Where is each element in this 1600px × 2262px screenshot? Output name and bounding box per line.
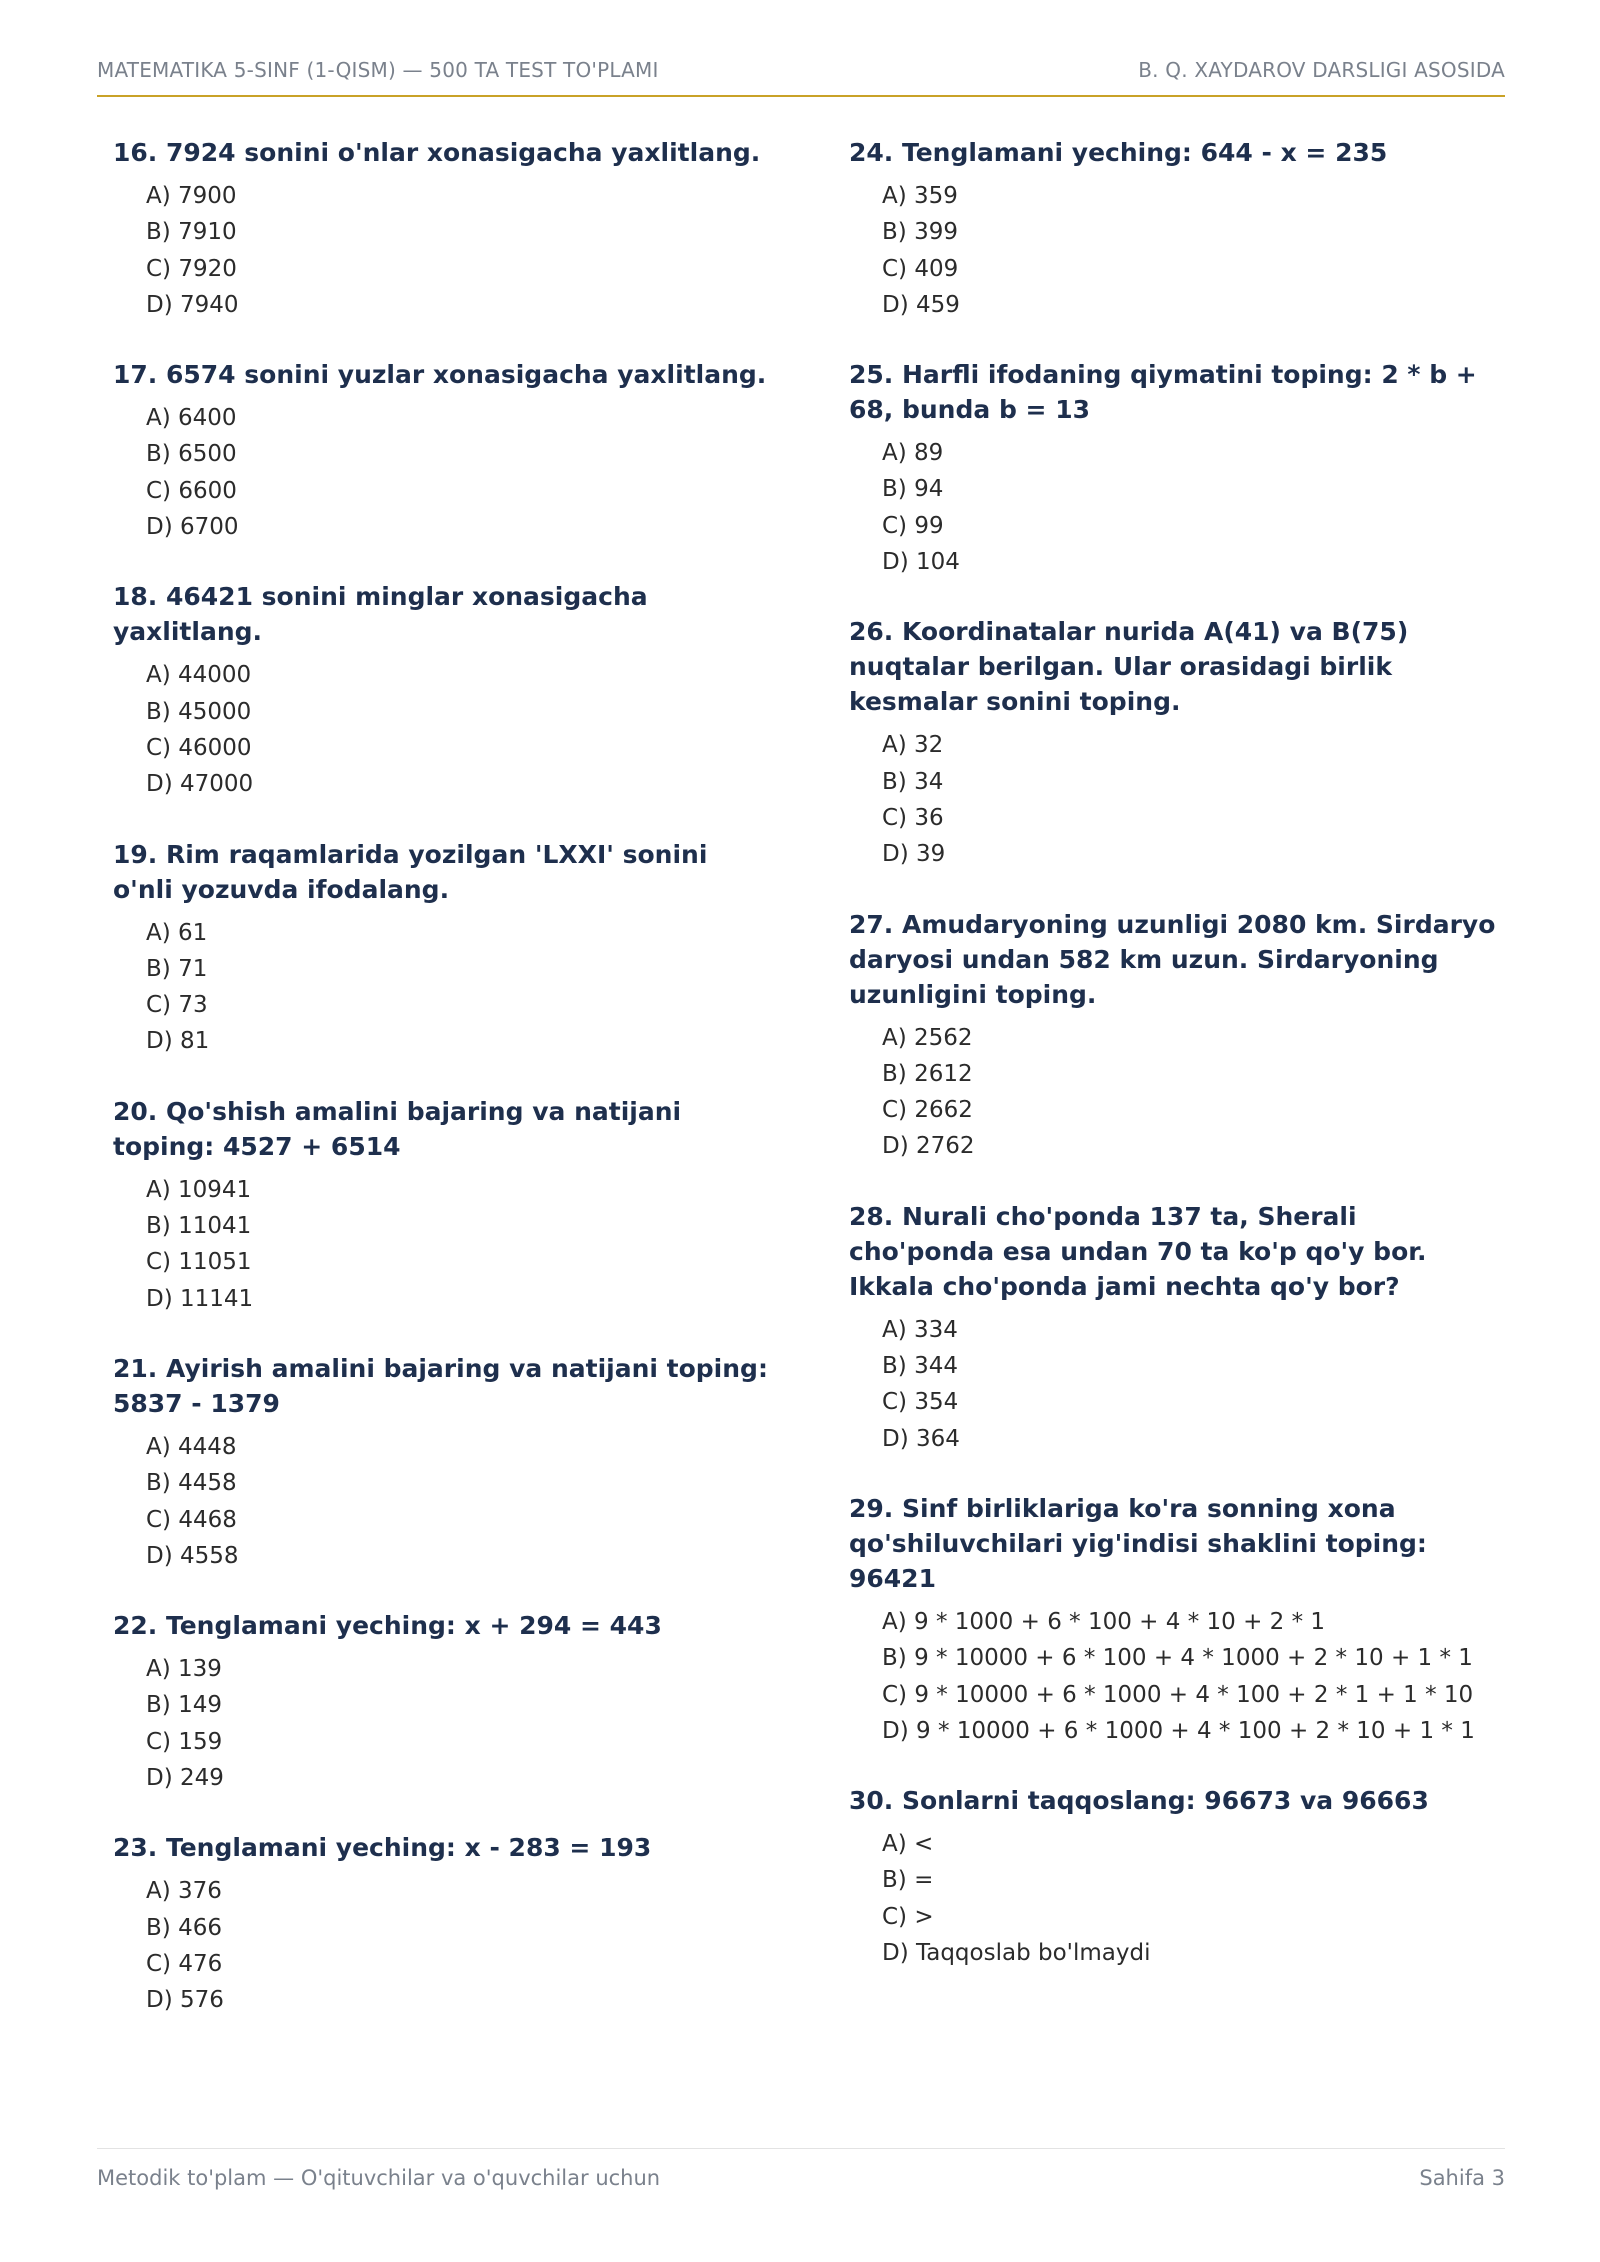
answer-options — [146, 657, 773, 802]
footer-divider — [97, 2148, 1505, 2149]
question-text: 23. Tenglamani yeching: x - 283 = 193 — [113, 1833, 652, 1863]
answer-option: C) 9 * 10000 + 6 * 1000 + 4 * 100 + 2 * 1 + 1 * 10 — [882, 1681, 1474, 1708]
answer-option: A) 359 — [882, 183, 958, 209]
answer-option: A) 44000 — [146, 662, 252, 689]
answer-options — [882, 435, 1509, 580]
answer-option: D) Taqqoslab bo'lmaydi — [882, 1940, 1151, 1967]
answer-options — [882, 1826, 1509, 1971]
question-text: 29. Sinf birliklariga ko'ra sonning xona qo'shiluvchilari yig'indisi shaklini toping: 96421 — [849, 1493, 1427, 1593]
answer-options — [882, 178, 1509, 323]
answer-options — [146, 1651, 773, 1796]
answer-options — [146, 1429, 773, 1574]
answer-option: B) 7910 — [146, 219, 237, 246]
answer-option: D) 11141 — [146, 1285, 254, 1312]
answer-options — [882, 1312, 1509, 1457]
answer-option: C) 354 — [882, 1389, 959, 1416]
answer-option: B) 94 — [882, 476, 944, 503]
question-block — [849, 907, 1509, 1165]
right-question-column — [849, 135, 1509, 2005]
question-block — [113, 357, 773, 545]
answer-option: A) 2562 — [882, 1024, 973, 1051]
answer-option: C) > — [882, 1903, 934, 1930]
answer-option: C) 476 — [146, 1950, 223, 1977]
question-block — [849, 1491, 1509, 1749]
footer-note: Metodik to'plam — O'qituvchilar va o'quvchilar uchun — [97, 2166, 661, 2190]
answer-option: B) 34 — [882, 768, 944, 795]
question-block — [113, 579, 773, 802]
answer-option: C) 99 — [882, 512, 944, 539]
question-block — [849, 1199, 1509, 1457]
answer-option: D) 2762 — [882, 1133, 975, 1160]
answer-option: C) 46000 — [146, 734, 252, 761]
answer-option: B) 6500 — [146, 441, 237, 468]
answer-option: C) 159 — [146, 1728, 223, 1755]
answer-option: D) 4558 — [146, 1542, 239, 1569]
answer-option: D) 39 — [882, 841, 946, 868]
question-text: 26. Koordinatalar nurida A(41) va B(75) nuqtalar berilgan. Ular orasidagi birlik kesmalar sonini toping. — [849, 617, 1409, 717]
question-block — [113, 1351, 773, 1574]
answer-option: A) 4448 — [146, 1433, 237, 1460]
question-block — [113, 135, 773, 323]
answer-option: B) 2612 — [882, 1060, 973, 1087]
header-source: B. Q. XAYDAROV DARSLIGI ASOSIDA — [1138, 58, 1505, 82]
question-text: 24. Tenglamani yeching: 644 - x = 235 — [849, 138, 1388, 167]
answer-option: C) 73 — [146, 992, 208, 1019]
answer-option: A) 9 * 1000 + 6 * 100 + 4 * 10 + 2 * 1 — [882, 1608, 1326, 1635]
answer-option: B) 4458 — [146, 1470, 237, 1497]
answer-option: A) 89 — [882, 440, 944, 467]
answer-option: C) 36 — [882, 804, 944, 831]
answer-option: A) 376 — [146, 1878, 222, 1905]
question-block — [113, 1608, 773, 1796]
answer-options — [146, 1873, 773, 2018]
answer-option: A) 32 — [882, 732, 944, 759]
answer-option: D) 47000 — [146, 771, 254, 798]
left-question-column — [113, 135, 773, 2053]
answer-options — [146, 400, 773, 545]
answer-option: B) 466 — [146, 1914, 222, 1941]
answer-options — [146, 178, 773, 323]
answer-option: C) 4468 — [146, 1506, 237, 1533]
question-block — [849, 1783, 1509, 1971]
page-number: Sahifa 3 — [1419, 2166, 1505, 2190]
answer-option: D) 7940 — [146, 291, 239, 318]
answer-options — [146, 1172, 773, 1317]
question-block — [849, 357, 1509, 580]
question-block — [113, 837, 773, 1060]
question-block — [113, 1830, 773, 2018]
question-block — [849, 135, 1509, 323]
answer-option: B) 344 — [882, 1353, 958, 1380]
answer-option: D) 364 — [882, 1425, 960, 1452]
answer-option: B) 9 * 10000 + 6 * 100 + 4 * 1000 + 2 * 10 + 1 * 1 — [882, 1645, 1473, 1672]
answer-option: A) 7900 — [146, 183, 237, 209]
answer-option: A) < — [882, 1831, 934, 1858]
page-footer — [97, 2166, 1505, 2190]
question-text: 20. Qo'shish amalini bajaring va natijani toping: 4527 + 6514 — [113, 1096, 682, 1161]
answer-options — [882, 1604, 1509, 1749]
question-text: 16. 7924 sonini o'nlar xonasigacha yaxlitlang. — [113, 138, 761, 167]
answer-option: D) 81 — [146, 1028, 210, 1055]
answer-option: D) 9 * 10000 + 6 * 1000 + 4 * 100 + 2 * 10 + 1 * 1 — [882, 1717, 1475, 1744]
answer-option: B) 149 — [146, 1692, 222, 1719]
answer-option: B) 71 — [146, 955, 208, 982]
answer-options — [146, 915, 773, 1060]
answer-option: B) 11041 — [146, 1213, 252, 1240]
answer-options — [882, 1020, 1509, 1165]
answer-option: B) 45000 — [146, 698, 252, 725]
question-block — [113, 1094, 773, 1317]
header-title: MATEMATIKA 5-SINF (1-QISM) — 500 TA TEST TO'PLAMI — [97, 58, 659, 82]
answer-option: D) 576 — [146, 1987, 224, 2014]
question-text: 30. Sonlarni taqqoslang: 96673 va 96663 — [849, 1786, 1429, 1816]
answer-option: B) 399 — [882, 219, 958, 246]
answer-option: B) = — [882, 1867, 934, 1894]
answer-option: C) 7920 — [146, 255, 237, 282]
answer-options — [882, 727, 1509, 872]
answer-option: A) 139 — [146, 1656, 222, 1683]
answer-option: D) 249 — [146, 1765, 224, 1792]
question-text: 17. 6574 sonini yuzlar xonasigacha yaxlitlang. — [113, 360, 767, 390]
answer-option: D) 6700 — [146, 514, 239, 541]
question-text: 27. Amudaryoning uzunligi 2080 km. Sirdaryo daryosi undan 582 km uzun. Sirdaryoning uzunligini toping. — [849, 909, 1496, 1009]
answer-option: C) 2662 — [882, 1097, 973, 1124]
answer-option: A) 6400 — [146, 405, 237, 432]
question-text: 25. Harfli ifodaning qiymatini toping: 2 * b + 68, bunda b = 13 — [849, 360, 1477, 425]
answer-option: D) 459 — [882, 291, 960, 318]
question-block — [849, 614, 1509, 872]
answer-option: C) 11051 — [146, 1249, 252, 1276]
question-text: 28. Nurali cho'ponda 137 ta, Sherali cho'ponda esa undan 70 ta ko'p qo'y bor. Ikkala cho'ponda jami nechta qo'y bor? — [849, 1201, 1427, 1301]
question-text: 21. Ayirish amalini bajaring va natijani toping: 5837 - 1379 — [113, 1353, 768, 1418]
answer-option: D) 104 — [882, 549, 960, 576]
question-text: 19. Rim raqamlarida yozilgan 'LXXI' sonini o'nli yozuvda ifodalang. — [113, 839, 708, 904]
page-header — [97, 58, 1505, 82]
question-text: 18. 46421 sonini minglar xonasigacha yaxlitlang. — [113, 582, 648, 647]
answer-option: C) 409 — [882, 255, 959, 282]
question-text: 22. Tenglamani yeching: x + 294 = 443 — [113, 1611, 662, 1641]
answer-option: A) 10941 — [146, 1176, 252, 1203]
answer-option: A) 61 — [146, 919, 208, 946]
answer-option: A) 334 — [882, 1316, 958, 1343]
header-divider — [97, 95, 1505, 97]
answer-option: C) 6600 — [146, 477, 237, 504]
